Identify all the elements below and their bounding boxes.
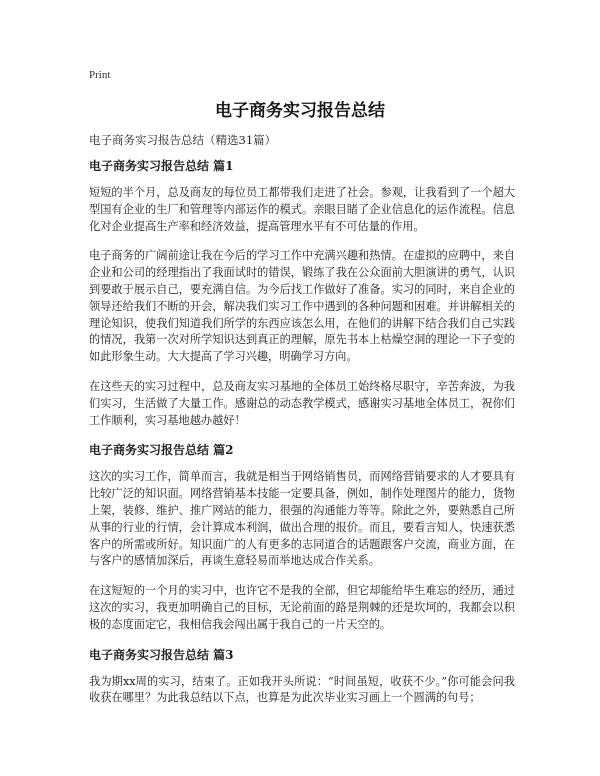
section-heading: 电子商务实习报告总结 篇2 (89, 443, 234, 458)
paragraph: 电子商务的广阔前途让我在今后的学习工作中充满兴趣和热情。在虚拟的应聘中，来自企业和公司的经理指出了我面试时的错误，锻练了我在公众面前大胆演讲的勇气，认识到要敢于展示自己，要充满自信。为今后找工作做好了准备。实习的同时，来自企业的领导还给我们不断的开会，解决我们实习工作中遇到的各种问题和困难。并讲解相关的理论知识，使我们知道我们所学的东西应该怎么用，在他们的讲解下结合我们自己实践的情况，我第一次对所学知识达到真正的理解，原先书本上枯燥空洞的理论一下子变的如此形象生动。大大提高了学习兴趣，明确学习方向。 (89, 249, 515, 364)
section-heading: 电子商务实习报告总结 篇3 (89, 647, 234, 662)
paragraph: 在这短短的一个月的实习中，也许它不是我的全部，但它却能给毕生难忘的经历，通过这次的实习，我更加明确自己的目标，无论前面的路是荆棘的还是坎坷的，我都会以积极的态度面定它，我相信我会闯出属于我自己的一片天空的。 (89, 584, 515, 631)
paragraph: 我为期xx周的实习，结束了。正如我开头所说：“时间虽短，收获不少。”你可能会问我收获在哪里？为此我总结以下点，也算是为此次毕业实习画上一个圆满的句号； (89, 674, 515, 705)
paragraph: 在这些天的实习过程中，总及商友实习基地的全体员工始终格尽职守，辛苦奔波，为我们实习，生活做了大量工作。感谢总的动态教学模式，感谢实习基地全体员工，祝你们工作顺利，实习基地越办越好！ (89, 379, 515, 427)
section-3 (89, 647, 515, 708)
document-body (89, 158, 515, 720)
section-heading: 电子商务实习报告总结 篇1 (89, 159, 234, 173)
document-title: 电子商务实习报告总结 (215, 101, 385, 121)
paragraph: 短短的半个月，总及商友的每位员工都带我们走进了社会。参观，让我看到了一个超大型国有企业的生厂和管理等内部运作的模式。亲眼目睹了企业信息化的运作流程。信息化对企业提高生产率和经济效益，提高管理水平有不可估量的作用。 (89, 186, 515, 233)
document-subtitle: 电子商务实习报告总结（精选31篇） (89, 133, 277, 147)
section-2 (89, 442, 515, 633)
paragraph: 这次的实习工作，简单而言，我就是相当于网络销售员，而网络营销要求的人才要具有比较广泛的知识面。网络营销基本技能一定要具备，例如，制作处理图片的能力，货物上架，装修、维护、推广网站的能力，很强的沟通能力等等。除此之外，要熟悉自己所从事的行业的行情，会计算成本利润，做出合理的报价。而且，要看言知人，快速获悉客户的所需或所好。知识面广的人有更多的志同道合的话题跟客户交流，商业方面，在与客户的感情加深后，再谈生意轻易而举地达成合作关系。 (89, 470, 515, 568)
section-1 (89, 158, 515, 429)
print-label[interactable]: Print (89, 69, 111, 81)
